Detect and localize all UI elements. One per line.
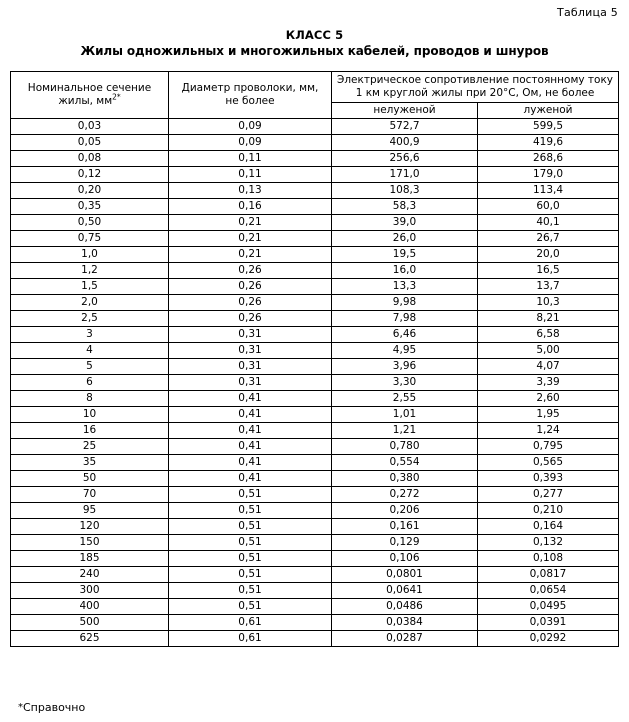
table-row (11, 567, 619, 583)
cell-resistance-tinned: 113,4 (478, 183, 619, 199)
document-titles (0, 28, 629, 59)
cell-resistance-untinned: 4,95 (332, 343, 478, 359)
table-row (11, 471, 619, 487)
cell-wire-diameter: 0,51 (169, 519, 332, 535)
cell-resistance-untinned: 39,0 (332, 215, 478, 231)
footnote-text: Справочно (23, 701, 86, 714)
cell-resistance-tinned: 599,5 (478, 119, 619, 135)
cell-resistance-tinned: 0,277 (478, 487, 619, 503)
cell-resistance-tinned: 26,7 (478, 231, 619, 247)
cell-resistance-tinned: 0,108 (478, 551, 619, 567)
cell-resistance-untinned: 9,98 (332, 295, 478, 311)
cell-nominal-section: 0,20 (11, 183, 169, 199)
cell-resistance-tinned: 0,0292 (478, 631, 619, 647)
cell-resistance-untinned: 1,21 (332, 423, 478, 439)
cell-nominal-section: 625 (11, 631, 169, 647)
cell-nominal-section: 25 (11, 439, 169, 455)
cell-resistance-tinned: 40,1 (478, 215, 619, 231)
cell-resistance-untinned: 0,0801 (332, 567, 478, 583)
cell-wire-diameter: 0,31 (169, 327, 332, 343)
table-row (11, 439, 619, 455)
cell-resistance-untinned: 1,01 (332, 407, 478, 423)
cell-resistance-tinned: 0,393 (478, 471, 619, 487)
cell-resistance-untinned: 171,0 (332, 167, 478, 183)
column-header-untinned: нелуженой (332, 103, 478, 119)
cell-resistance-tinned: 4,07 (478, 359, 619, 375)
table-row (11, 311, 619, 327)
cell-wire-diameter: 0,61 (169, 615, 332, 631)
cell-wire-diameter: 0,51 (169, 599, 332, 615)
cell-wire-diameter: 0,09 (169, 119, 332, 135)
table-row (11, 535, 619, 551)
cell-wire-diameter: 0,26 (169, 311, 332, 327)
table-row (11, 295, 619, 311)
cell-wire-diameter: 0,26 (169, 263, 332, 279)
cell-resistance-tinned: 0,0654 (478, 583, 619, 599)
cell-nominal-section: 16 (11, 423, 169, 439)
cell-resistance-untinned: 0,0287 (332, 631, 478, 647)
table-header (11, 72, 619, 119)
cell-resistance-untinned: 26,0 (332, 231, 478, 247)
table-row (11, 199, 619, 215)
cell-wire-diameter: 0,26 (169, 279, 332, 295)
cell-resistance-tinned: 0,132 (478, 535, 619, 551)
table-header-row-primary (11, 72, 619, 103)
cell-nominal-section: 500 (11, 615, 169, 631)
table-row (11, 327, 619, 343)
cell-nominal-section: 0,75 (11, 231, 169, 247)
cell-resistance-untinned: 0,780 (332, 439, 478, 455)
table-row (11, 215, 619, 231)
cell-nominal-section: 0,12 (11, 167, 169, 183)
cell-resistance-untinned: 0,129 (332, 535, 478, 551)
table-row (11, 263, 619, 279)
cell-nominal-section: 95 (11, 503, 169, 519)
cell-wire-diameter: 0,11 (169, 151, 332, 167)
table-row (11, 503, 619, 519)
cell-resistance-untinned: 19,5 (332, 247, 478, 263)
cell-resistance-untinned: 0,161 (332, 519, 478, 535)
cell-wire-diameter: 0,26 (169, 295, 332, 311)
table-row (11, 183, 619, 199)
cell-resistance-tinned: 268,6 (478, 151, 619, 167)
page-title: КЛАСС 5 (285, 28, 344, 42)
cell-wire-diameter: 0,11 (169, 167, 332, 183)
cell-nominal-section: 1,2 (11, 263, 169, 279)
column-header-wire-diameter-line2: не более (225, 95, 275, 107)
cell-resistance-untinned: 0,380 (332, 471, 478, 487)
cell-nominal-section: 35 (11, 455, 169, 471)
cell-resistance-untinned: 2,55 (332, 391, 478, 407)
cell-wire-diameter: 0,41 (169, 439, 332, 455)
column-header-tinned: луженой (478, 103, 619, 119)
column-header-nominal-section-superscript: 2* (112, 92, 121, 102)
cell-nominal-section: 70 (11, 487, 169, 503)
cell-resistance-tinned: 2,60 (478, 391, 619, 407)
cell-resistance-tinned: 5,00 (478, 343, 619, 359)
column-header-wire-diameter (169, 72, 332, 119)
cell-nominal-section: 240 (11, 567, 169, 583)
table-row (11, 631, 619, 647)
table-row (11, 135, 619, 151)
column-header-nominal-section-line2: жилы, мм (58, 95, 113, 107)
page-subtitle: Жилы одножильных и многожильных кабелей, проводов и шнуров (80, 44, 549, 58)
cell-resistance-untinned: 6,46 (332, 327, 478, 343)
cell-nominal-section: 2,5 (11, 311, 169, 327)
cell-resistance-untinned: 0,272 (332, 487, 478, 503)
cell-resistance-untinned: 0,0486 (332, 599, 478, 615)
table-number-label: Таблица 5 (557, 6, 618, 19)
cell-wire-diameter: 0,31 (169, 343, 332, 359)
cell-resistance-untinned: 256,6 (332, 151, 478, 167)
cell-wire-diameter: 0,13 (169, 183, 332, 199)
cell-nominal-section: 3 (11, 327, 169, 343)
table-row (11, 407, 619, 423)
cell-wire-diameter: 0,51 (169, 551, 332, 567)
cell-resistance-untinned: 0,0384 (332, 615, 478, 631)
table-row (11, 551, 619, 567)
cell-resistance-tinned: 1,24 (478, 423, 619, 439)
table-row (11, 375, 619, 391)
cell-wire-diameter: 0,16 (169, 199, 332, 215)
cell-nominal-section: 2,0 (11, 295, 169, 311)
table-row (11, 151, 619, 167)
cell-wire-diameter: 0,21 (169, 247, 332, 263)
column-header-wire-diameter-line1: Диаметр проволоки, мм, (181, 82, 319, 94)
table-body (11, 119, 619, 647)
table-row (11, 455, 619, 471)
cell-resistance-tinned: 179,0 (478, 167, 619, 183)
table-row (11, 231, 619, 247)
table-row (11, 615, 619, 631)
cell-resistance-untinned: 0,106 (332, 551, 478, 567)
table-row (11, 519, 619, 535)
column-header-resistance-group: Электрическое сопротивление постоянному току 1 км круглой жилы при 20°C, Ом, не более (332, 72, 619, 103)
cell-resistance-tinned: 16,5 (478, 263, 619, 279)
cell-resistance-untinned: 572,7 (332, 119, 478, 135)
cell-resistance-tinned: 0,0817 (478, 567, 619, 583)
cell-resistance-tinned: 0,795 (478, 439, 619, 455)
cell-wire-diameter: 0,41 (169, 455, 332, 471)
cell-wire-diameter: 0,41 (169, 423, 332, 439)
cell-nominal-section: 0,05 (11, 135, 169, 151)
cell-wire-diameter: 0,51 (169, 583, 332, 599)
cell-resistance-tinned: 419,6 (478, 135, 619, 151)
table-row (11, 119, 619, 135)
cell-wire-diameter: 0,21 (169, 231, 332, 247)
cell-resistance-tinned: 0,0391 (478, 615, 619, 631)
cell-wire-diameter: 0,21 (169, 215, 332, 231)
cell-nominal-section: 50 (11, 471, 169, 487)
cell-resistance-untinned: 400,9 (332, 135, 478, 151)
cell-resistance-untinned: 108,3 (332, 183, 478, 199)
cell-nominal-section: 120 (11, 519, 169, 535)
cell-wire-diameter: 0,09 (169, 135, 332, 151)
cell-resistance-untinned: 58,3 (332, 199, 478, 215)
cell-wire-diameter: 0,51 (169, 567, 332, 583)
cell-resistance-tinned: 3,39 (478, 375, 619, 391)
column-header-nominal-section-line1: Номинальное сечение (27, 82, 152, 94)
cell-wire-diameter: 0,51 (169, 535, 332, 551)
cell-resistance-tinned: 13,7 (478, 279, 619, 295)
cell-resistance-untinned: 7,98 (332, 311, 478, 327)
cell-nominal-section: 0,35 (11, 199, 169, 215)
cell-nominal-section: 6 (11, 375, 169, 391)
cell-resistance-tinned: 8,21 (478, 311, 619, 327)
cell-resistance-tinned: 0,565 (478, 455, 619, 471)
column-header-nominal-section (11, 72, 169, 119)
cell-resistance-untinned: 0,206 (332, 503, 478, 519)
cell-nominal-section: 0,03 (11, 119, 169, 135)
cell-nominal-section: 5 (11, 359, 169, 375)
cell-nominal-section: 0,50 (11, 215, 169, 231)
cell-nominal-section: 10 (11, 407, 169, 423)
footnote-asterisk: * (18, 702, 23, 713)
cell-resistance-untinned: 0,0641 (332, 583, 478, 599)
cell-nominal-section: 400 (11, 599, 169, 615)
cell-nominal-section: 0,08 (11, 151, 169, 167)
cell-resistance-tinned: 60,0 (478, 199, 619, 215)
cell-resistance-tinned: 0,210 (478, 503, 619, 519)
cell-nominal-section: 185 (11, 551, 169, 567)
cell-wire-diameter: 0,41 (169, 391, 332, 407)
table-row (11, 583, 619, 599)
table-row (11, 167, 619, 183)
cell-wire-diameter: 0,41 (169, 471, 332, 487)
cell-nominal-section: 1,5 (11, 279, 169, 295)
cell-resistance-tinned: 0,0495 (478, 599, 619, 615)
cell-wire-diameter: 0,61 (169, 631, 332, 647)
cell-wire-diameter: 0,41 (169, 407, 332, 423)
table-row (11, 359, 619, 375)
cell-resistance-untinned: 3,30 (332, 375, 478, 391)
cell-nominal-section: 300 (11, 583, 169, 599)
cell-wire-diameter: 0,31 (169, 359, 332, 375)
table-row (11, 423, 619, 439)
conductor-resistance-table (10, 71, 619, 647)
cell-nominal-section: 1,0 (11, 247, 169, 263)
cell-resistance-tinned: 10,3 (478, 295, 619, 311)
table-row (11, 599, 619, 615)
table-row (11, 487, 619, 503)
cell-resistance-untinned: 16,0 (332, 263, 478, 279)
footnote (18, 701, 85, 715)
cell-wire-diameter: 0,31 (169, 375, 332, 391)
cell-resistance-tinned: 0,164 (478, 519, 619, 535)
cell-resistance-untinned: 13,3 (332, 279, 478, 295)
cell-nominal-section: 8 (11, 391, 169, 407)
table-row (11, 343, 619, 359)
cell-resistance-untinned: 0,554 (332, 455, 478, 471)
cell-nominal-section: 4 (11, 343, 169, 359)
cell-wire-diameter: 0,51 (169, 503, 332, 519)
table-row (11, 391, 619, 407)
table-row (11, 279, 619, 295)
cell-nominal-section: 150 (11, 535, 169, 551)
table-row (11, 247, 619, 263)
cell-resistance-tinned: 6,58 (478, 327, 619, 343)
cell-resistance-tinned: 1,95 (478, 407, 619, 423)
cell-resistance-untinned: 3,96 (332, 359, 478, 375)
cell-resistance-tinned: 20,0 (478, 247, 619, 263)
cell-wire-diameter: 0,51 (169, 487, 332, 503)
